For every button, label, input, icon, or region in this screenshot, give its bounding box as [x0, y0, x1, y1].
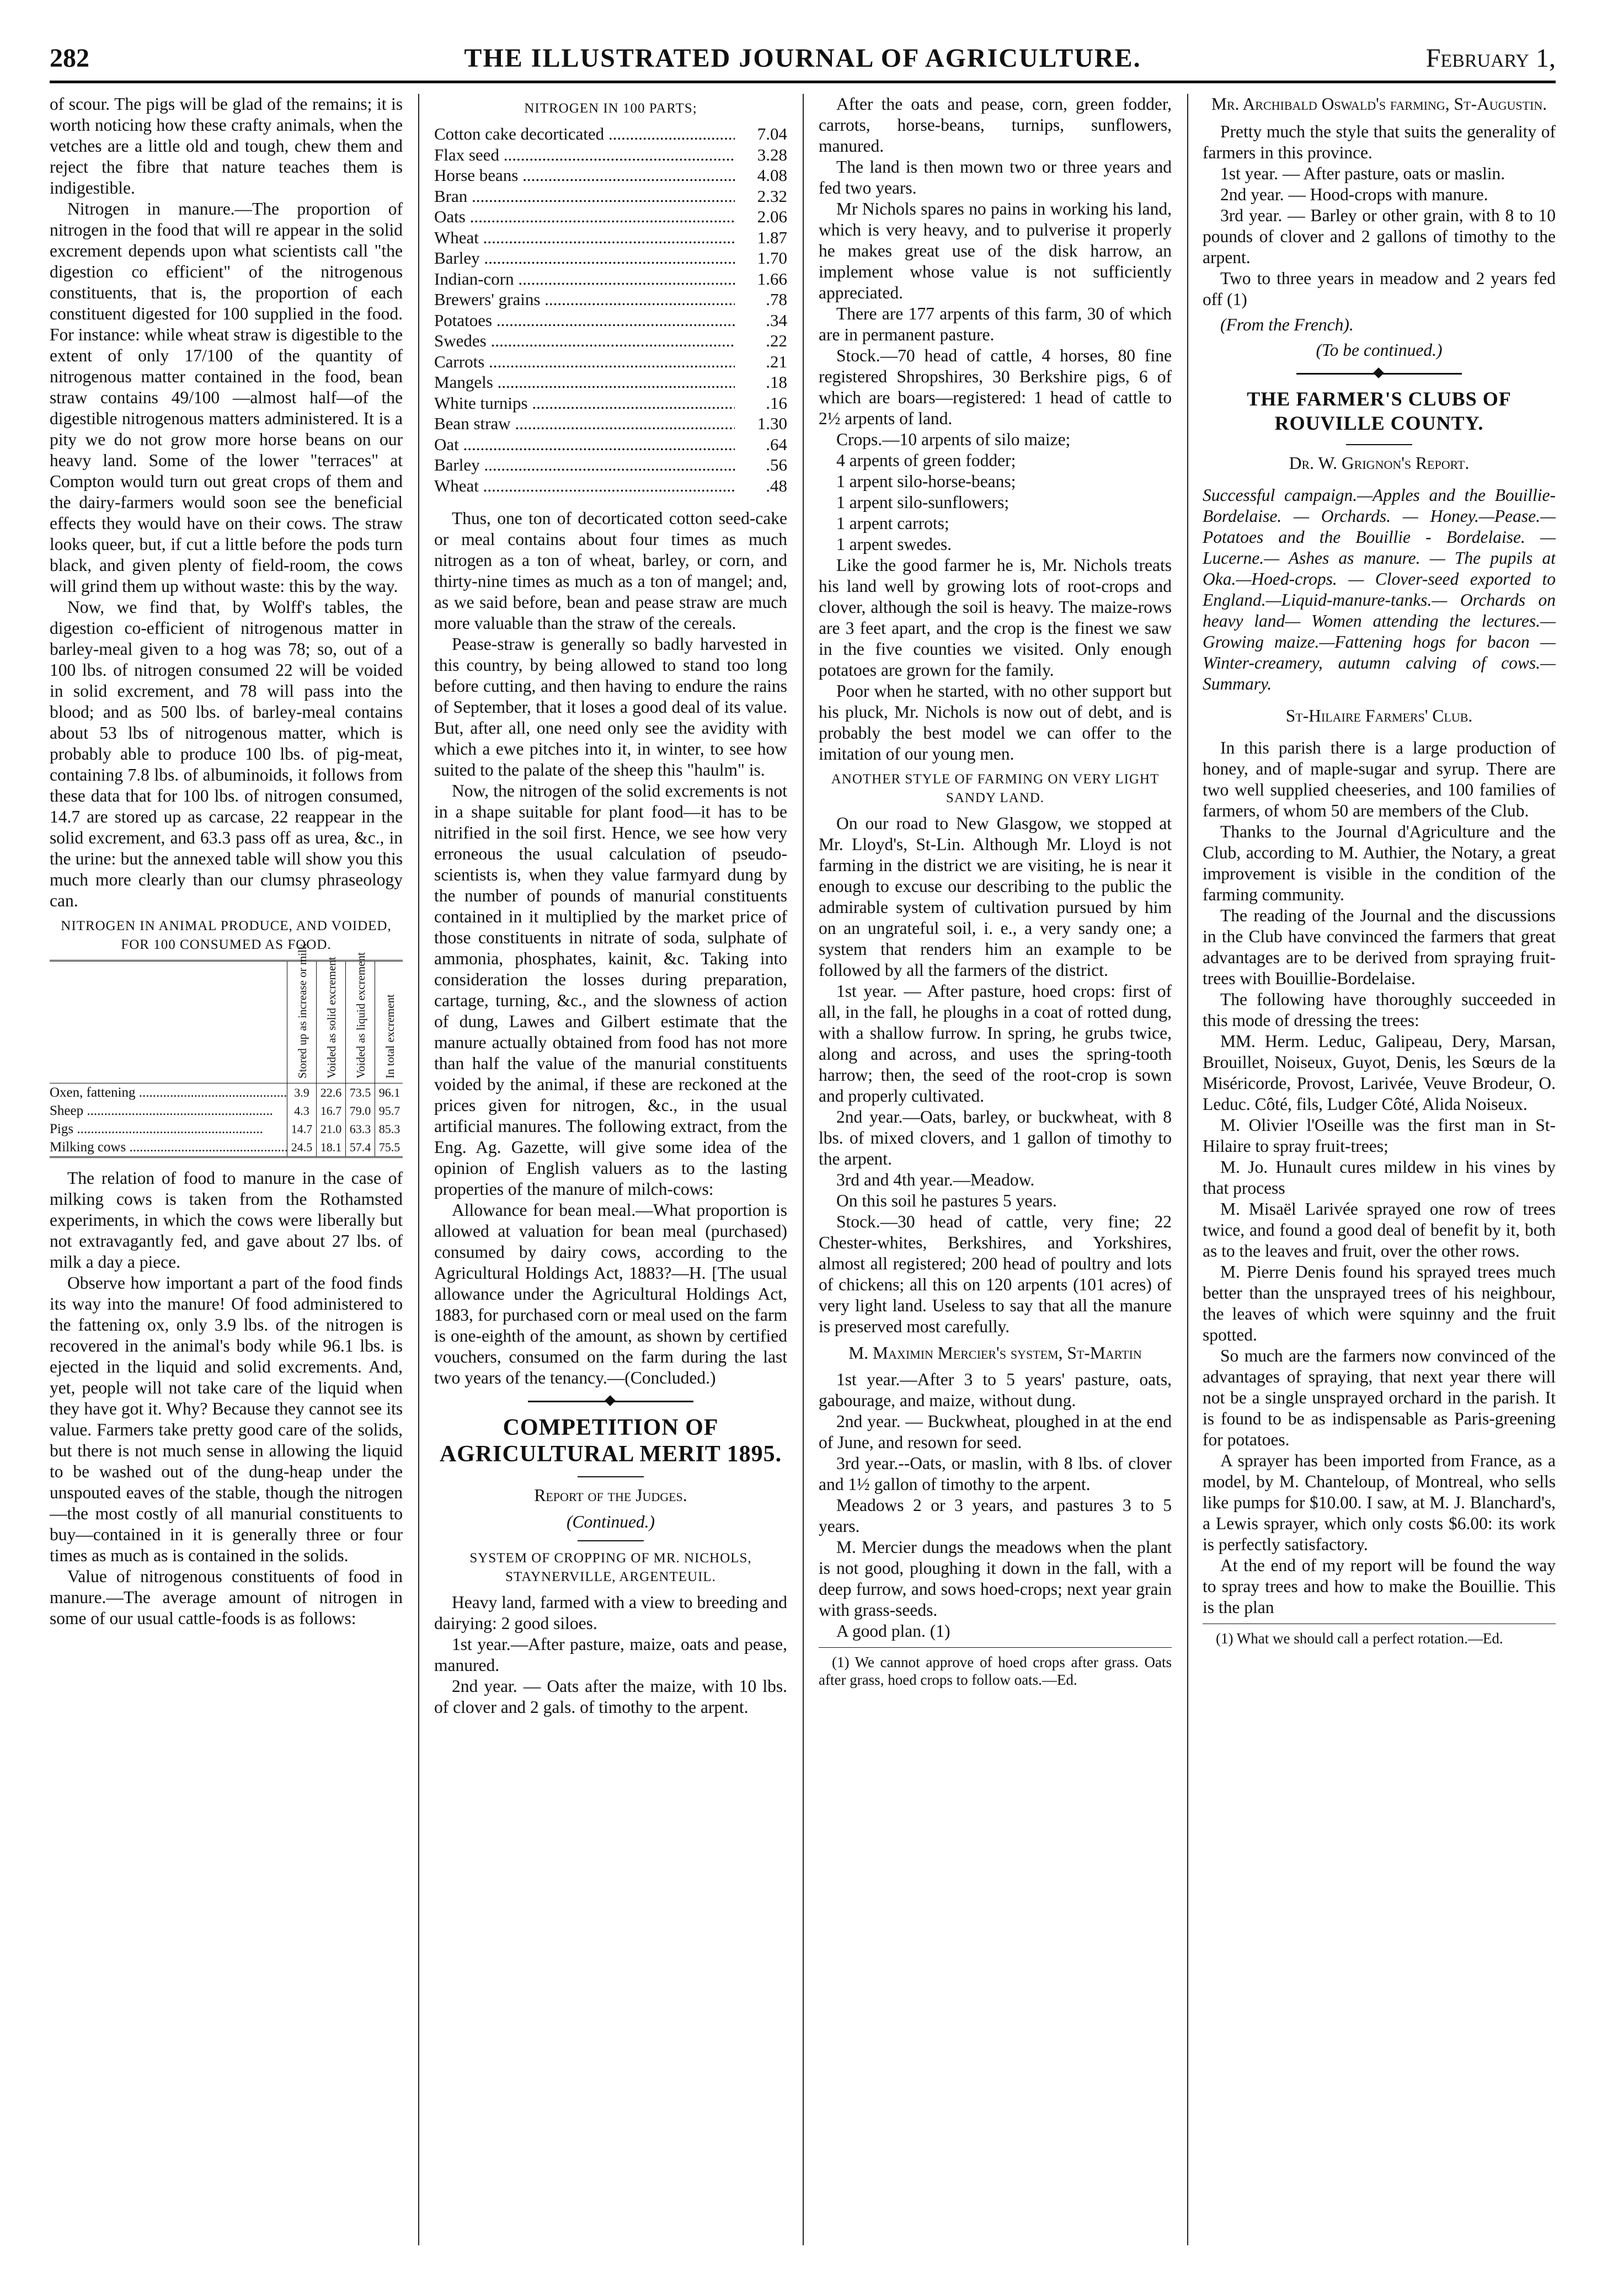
table-row: Sheep ..... 4.3 16.7 79.0 95.7	[50, 1102, 403, 1120]
paragraph: Like the good farmer he is, Mr. Nichols treats his land well by growing lots of root-crops and clover, although the soil is heavy. The maize-rows are 3 feet apart, and the crop is the finest we saw in the five counties we visited. Only enough potatoes are grown for the family.	[819, 556, 1172, 680]
paragraph: 1st year.—After pasture, maize, oats and pease, manured.	[434, 1635, 787, 1675]
club-title: St-Hilaire Farmers' Club.	[1285, 706, 1473, 725]
divider	[1346, 444, 1412, 445]
continued-note: (To be continued.)	[1316, 340, 1443, 360]
paragraph: Observe how important a part of the food finds its way into the manure! Of food administered to the fattening ox, only 3.9 lbs. of the nitrogen is recovered in the animal's body while 96.1 lbs. is ejected in the liquid and solid excrements. And, yet, people will not take care of the liquid when they have got it. Why? Because they cannot see its value. Farmers take pretty good care of the solids, but there is not much sense in allowing the liquid to be washed out of the dung-heap under the unspouted eaves of the stable, though the nitrogen—the most costly of all manurial constituents to buy—contained in it is generally three or four times as much as is contained in the solids.	[50, 1273, 403, 1565]
crops-line: 1 arpent carrots;	[836, 514, 949, 533]
paragraph: 2nd year. — Oats after the maize, with 10 lbs. of clover and 2 gals. of timothy to the arpent.	[434, 1676, 787, 1717]
table-row: Flax seed ..... 3.28	[434, 145, 787, 165]
paragraph: The reading of the Journal and the discussions in the Club have convinced the farmers that great advantages are to be derived from spraying fruit-trees with Bouillie-Bordelaise.	[1203, 906, 1556, 988]
paragraph: In this parish there is a large production of honey, and of maple-sugar and syrup. There are two well supplied cheeseries, and 100 families of farmers, of whom 50 are members of the Club.	[1203, 738, 1556, 820]
table-row: Wheat ..... .48	[434, 476, 787, 496]
report-title: Dr. W. Grignon's Report.	[1289, 453, 1470, 473]
paragraph: M. Jo. Hunault cures mildew in his vines by that process	[1203, 1157, 1556, 1198]
table-row: Pigs ..... 14.7 21.0 63.3 85.3	[50, 1120, 403, 1138]
summary-contents: Successful campaign.—Apples and the Bouillie-Bordelaise. — Orchards. — Honey.—Pease.—Potatoes and the Bouillie - Bordelaise. — Lucerne.— Ashes as manure. — The pupils at Oka.—Hoed-crops. — Clover-seed exported to England.—Liquid-manure-tanks.— Orchards on heavy land— Women attending the lectures.— Growing maize.—Fattening hogs for bacon — Winter-creamery, autumn calving of cows.—Summary.	[1203, 485, 1556, 693]
divider	[578, 1540, 644, 1541]
journal-page	[50, 39, 1556, 2256]
paragraph: Mr Nichols spares no pains in working his land, which is very heavy, and to pulverise it properly he makes great use of the disk harrow, an implement whose value is not sufficiently appreciated.	[819, 199, 1172, 302]
paragraph: 1st year. — After pasture, oats or maslin.	[1220, 164, 1505, 183]
column-divider	[803, 94, 804, 2245]
column-header: Voided as solid excrement	[325, 957, 338, 1078]
paragraph: 3rd year.--Oats, or maslin, with 8 lbs. of clover and 1½ gallon of timothy to the arpent.	[819, 1454, 1172, 1494]
paragraph: Thus, one ton of decorticated cotton seed-cake or meal contains about four times as much nitrogen as a ton of wheat, barley, or corn, and thirty-nine times as much as a ton of mangel; and, as we said before, bean and pease straw are much more valuable than the straw of the cereals.	[434, 509, 787, 633]
section-title-mercier: M. Maximin Mercier's system, St-Martin	[848, 1343, 1142, 1363]
paragraph: After the oats and pease, corn, green fodder, carrots, horse-beans, turnips, sunflowers, manured.	[819, 94, 1172, 156]
table-row: Wheat ..... 1.87	[434, 227, 787, 248]
paragraph: M. Pierre Denis found his sprayed trees much better than the unsprayed trees of his neighbour, the leaves of which were squinny and the fruit spotted.	[1203, 1262, 1556, 1344]
paragraph: Now, we find that, by Wolff's tables, the digestion co-efficient of nitrogenous matter in barley-meal given to a hog was 78; so, out of a 100 lbs. of nitrogen consumed 22 will be voided in solid excrement, and 78 will pass into the blood; and as 500 lbs. of barley-meal contains about 53 lbs of nitrogenous matter, which is probably able to produce 100 lbs. of pig-meat, containing 7.8 lbs. of albuminoids, it follows from these data that for 100 lbs. of nitrogen consumed, 14.7 are stored up as carcase, 22 reappear in the solid excrement, and 63.3 pass off as urea, &c., in the urine: but the annexed table will show you this much more clearly than our clumsy phraseology can.	[50, 597, 403, 910]
table-row: Potatoes ..... .34	[434, 310, 787, 331]
page-header	[50, 39, 1556, 77]
table-row: White turnips ..... .16	[434, 393, 787, 414]
table-row: Cotton cake decorticated ..... 7.04	[434, 124, 787, 145]
section-divider	[528, 1401, 693, 1402]
table-row: Oat ..... .64	[434, 434, 787, 455]
divider	[578, 1476, 644, 1477]
paragraph: Meadows 2 or 3 years, and pastures 3 to 5 years.	[819, 1496, 1172, 1536]
paragraph: Pease-straw is generally so badly harvested in this country, by being allowed to stand too long before cutting, and then having to endure the rains of September, that it loses a good deal of its value. But, after all, one need only see the avidity with which a ewe pitches into it, in winter, to see how suited to the palate of the sheep this "haulm" is.	[434, 634, 787, 779]
table-row: Horse beans ..... 4.08	[434, 165, 787, 186]
column-divider	[1187, 94, 1188, 2245]
footnote: (1) We cannot approve of hoed crops after grass. Oats after grass, hoed crops to follow oats.—Ed.	[819, 1654, 1172, 1688]
paragraph: On this soil he pastures 5 years.	[836, 1191, 1057, 1210]
table-row: Oats ..... 2.06	[434, 206, 787, 227]
paragraph: of scour. The pigs will be glad of the remains; it is worth noticing how these crafty animals, when the vetches are a little old and tough, chew them and reject the fibre that nature teaches them is indigestible.	[50, 94, 403, 197]
section-title-competition: COMPETITION OF AGRICULTURAL MERIT 1895.	[439, 1415, 782, 1467]
section-title-oswald: Mr. Archibald Oswald's farming, St-Augustin.	[1211, 94, 1547, 114]
journal-title: THE ILLUSTRATED JOURNAL OF AGRICULTURE.	[464, 44, 1141, 73]
paragraph: M. Misaël Larivée sprayed one row of trees twice, and found a good deal of benefit by it, both as to the leaves and fruit, over the other rows.	[1203, 1199, 1556, 1261]
table-row: Carrots ..... .21	[434, 351, 787, 372]
issue-date: February 1,	[1425, 44, 1556, 73]
paragraph: At the end of my report will be found the way to spray trees and how to make the Bouillie. This is the plan	[1203, 1556, 1556, 1617]
paragraph: So much are the farmers now convinced of the advantages of spraying, that next year there will not be a single unsprayed orchard in the parish. It is found to be as indispensable as Paris-greening for potatoes.	[1203, 1346, 1556, 1449]
section-title-farmers-clubs: THE FARMER'S CLUBS OF ROUVILLE COUNTY.	[1247, 388, 1512, 434]
paragraph: Pretty much the style that suits the generality of farmers in this province.	[1203, 122, 1556, 162]
crops-line: 1 arpent silo-sunflowers;	[836, 493, 1010, 512]
paragraph: 3rd and 4th year.—Meadow.	[836, 1170, 1035, 1189]
source-note: (From the French).	[1220, 315, 1354, 334]
paragraph: There are 177 arpents of this farm, 30 of which are in permanent pasture.	[819, 304, 1172, 344]
paragraph: Now, the nitrogen of the solid excrements is not in a shape suitable for plant food—it has to be nitrified in the soil first. Hence, we see how very erroneous the usual calculation of pseudo-scientists is, when they value farmyard dung by the number of pounds of manurial constituents contained in it multiplied by the market price of those constituents in nitrate of soda, sulphate of ammonia, phosphates, kainit, &c. Taking into consideration the losses during preparation, cartage, turning, &c., and the slowness of action of dung, Lawes and Gilbert estimate that the manure actually obtained from food has not more than half the value of the manurial constituents voided by the animal, if these are reckoned at the prices given for nitrogen, &c., in the usual artificial manures. The following extract, from the Eng. Ag. Gazette, will give some idea of the opinion of English valuers as to the lasting properties of the manure of milch-cows:	[434, 781, 787, 1199]
report-title: Report of the Judges.	[534, 1486, 687, 1505]
table-row: Oxen, fattening ..... 3.9 22.6 73.5 96.1	[50, 1083, 403, 1102]
paragraph: The relation of food to manure in the case of milking cows is taken from the Rothamsted experiments, in which the cows were liberally but not extravagantly fed, and gave about 27 lbs. of milk a day a piece.	[50, 1168, 403, 1272]
section-title-another-style: ANOTHER STYLE OF FARMING ON VERY LIGHT SANDY LAND.	[831, 772, 1160, 805]
paragraph: 2nd year. — Hood-crops with manure.	[1220, 185, 1488, 204]
column-header: Voided as liquid excrement	[354, 952, 367, 1078]
header-rule	[50, 81, 1556, 83]
column-divider	[418, 94, 419, 2245]
paragraph: MM. Herm. Leduc, Galipeau, Dery, Marsan, Brouillet, Noiseux, Guyot, Denis, les Sœurs de la Miséricorde, Provost, Larivée, Veuve Brodeur, O. Leduc. Côté, fils, Ludger Côté, Alida Noiseux.	[1203, 1032, 1556, 1114]
paragraph: A sprayer has been imported from France, as a model, by M. Chanteloup, of Montreal, who sells like pumps for $10.00. I saw, at M. J. Blanchard's, a Lewis sprayer, which only costs $6.00: its work is perfectly satisfactory.	[1203, 1451, 1556, 1554]
table-row: Bran ..... 2.32	[434, 186, 787, 207]
paragraph: 2nd year. — Buckwheat, ploughed in at the end of June, and resown for seed.	[819, 1412, 1172, 1452]
paragraph-stock: Stock.—30 head of cattle, very fine; 22 Chester-whites, Berkshires, and Yorkshires, almost all registered; 200 head of poultry and lots of chickens; all this on 120 arpents (101 acres) of very light land. Useless to say that all the manure is preserved most carefully.	[819, 1212, 1172, 1336]
table-header	[50, 943, 403, 1083]
column-header: Stored up as increase or milk	[296, 943, 309, 1078]
table-row: Barley ..... 1.70	[434, 248, 787, 269]
paragraph-stock: Stock.—70 head of cattle, 4 horses, 80 fine registered Shropshires, 30 Berkshire pigs, 6 of which are boars—registered: 1 head of cattle to 2½ arpents of land.	[819, 346, 1172, 428]
column-4	[1203, 94, 1556, 2245]
paragraph: M. Mercier dungs the meadows when the plant is not good, ploughing it down in the fall, with a deep furrow, and sows hoed-crops; next year grain with grass-seeds.	[819, 1537, 1172, 1620]
footnote: (1) What we should call a perfect rotation.—Ed.	[1216, 1630, 1503, 1647]
table-row: Milking cows ..... 24.5 18.1 57.4 75.5	[50, 1138, 403, 1156]
footnote-rule	[819, 1647, 1172, 1648]
table-row: Indian-corn ..... 1.66	[434, 269, 787, 290]
section-divider	[1296, 373, 1462, 375]
paragraph: Heavy land, farmed with a view to breeding and dairying: 2 good siloes.	[434, 1593, 787, 1633]
paragraph: On our road to New Glasgow, we stopped at Mr. Lloyd's, St-Lin. Although Mr. Lloyd is not farming in the district we are visiting, he is near it enough to excuse our describing to the public the admirable system of cultivation pursued by him on an ungrateful soil, i. e., a very sandy one; a system that renders him an example to be followed by all the farmers of the district.	[819, 814, 1172, 980]
table-row: Swedes ..... .22	[434, 330, 787, 351]
paragraph: The following have thoroughly succeeded in this mode of dressing the trees:	[1203, 990, 1556, 1030]
crops-line: Crops.—10 arpents of silo maize;	[836, 430, 1071, 449]
animal-nitrogen-table	[50, 943, 403, 1158]
table-row: Brewers' grains ..... .78	[434, 289, 787, 310]
system-title-nichols: SYSTEM OF CROPPING OF MR. NICHOLS, STAYNERVILLE, ARGENTEUIL.	[469, 1551, 752, 1584]
crops-line: 1 arpent silo-horse-beans;	[836, 472, 1016, 491]
crops-line: 4 arpents of green fodder;	[836, 451, 1016, 470]
paragraph: 1st year.—After 3 to 5 years' pasture, oats, gabourage, and maize, without dung.	[819, 1370, 1172, 1410]
column-header: In total excrement	[383, 994, 397, 1078]
paragraph: Thanks to the Journal d'Agriculture and the Club, according to M. Authier, the Notary, a great improvement is visible in the condition of the farming community.	[1203, 822, 1556, 904]
paragraph: The land is then mown two or three years and fed two years.	[819, 157, 1172, 197]
column-2	[434, 94, 787, 2245]
continued-note: (Continued.)	[566, 1512, 655, 1531]
table-title-nitrogen-parts: NITROGEN IN 100 PARTS;	[524, 101, 697, 116]
table-title-animal-produce: NITROGEN IN ANIMAL PRODUCE, AND VOIDED, FOR 100 CONSUMED AS FOOD.	[61, 919, 392, 952]
paragraph: M. Olivier l'Oseille was the first man in St-Hilaire to spray fruit-trees;	[1203, 1115, 1556, 1156]
paragraph: Poor when he started, with no other support but his pluck, Mr. Nichols is now out of debt, and is probably the best model we can offer to the imitation of our young men.	[819, 681, 1172, 763]
paragraph: Two to three years in meadow and 2 years fed off (1)	[1203, 269, 1556, 309]
paragraph: 2nd year.—Oats, barley, or buckwheat, with 8 lbs. of mixed clovers, and 1 gallon of timothy to the arpent.	[819, 1107, 1172, 1168]
paragraph-bean-meal: Allowance for bean meal.—What proportion is allowed at valuation for bean meal (purchased) consumed by dairy cows, according to the Agricultural Holdings Act, 1883?—H. [The usual allowance under the Agricultural Holdings Act, 1883, for purchased corn or meal used on the farm is one-eighth of the amount, as shown by certified vouchers, consumed on the farm during the last two years of the tenancy.—(Concluded.)	[434, 1200, 787, 1387]
table-row: Barley ..... .56	[434, 455, 787, 476]
column-3	[819, 94, 1172, 2245]
page-number: 282	[50, 44, 89, 73]
paragraph-value-nitrogen: Value of nitrogenous constituents of food in manure.—The average amount of nitrogen in some of our usual cattle-foods is as follows:	[50, 1567, 403, 1628]
paragraph: 3rd year. — Barley or other grain, with 8 to 10 pounds of clover and 2 gallons of timothy to the arpent.	[1203, 206, 1556, 267]
crops-line: 1 arpent swedes.	[836, 535, 952, 554]
paragraph: A good plan. (1)	[836, 1621, 950, 1641]
paragraph: 1st year. — After pasture, hoed crops: first of all, in the fall, he ploughs in a coat of rotted dung, with a shallow furrow. In spring, he grubs twice, along and across, and uses the spring-tooth harrow; then, the seed of the root-crop is sown and properly cultivated.	[819, 981, 1172, 1106]
nitrogen-content-table	[434, 124, 787, 496]
column-1	[50, 94, 403, 2245]
table-row: Bean straw ..... 1.30	[434, 413, 787, 434]
table-row: Mangels ..... .18	[434, 372, 787, 393]
paragraph-nitrogen-manure: Nitrogen in manure.—The proportion of nitrogen in the food that will re appear in the solid excrement depends upon what scientists call "the digestion co efficient" of the nitrogenous constituents, that is, the proportion of each constituent digested for 100 supplied in the food. For instance: while wheat straw is digestible to the extent of only 17/100 of the quantity of nitrogenous matter contained in the food, bean straw contains 49/100 —almost half—of the digestible nitrogenous matters administered. It is a pity we do not grow more horse beans on our heavy land. Some of the lower "terraces" at Compton would turn out great crops of them and the dairy-farmers would soon see the beneficial effects they would have on their cows. The straw looks queer, but, if cut a little before the pods turn black, and given plenty of field-room, the cows will grind them up without waste: this by the way.	[50, 199, 403, 596]
